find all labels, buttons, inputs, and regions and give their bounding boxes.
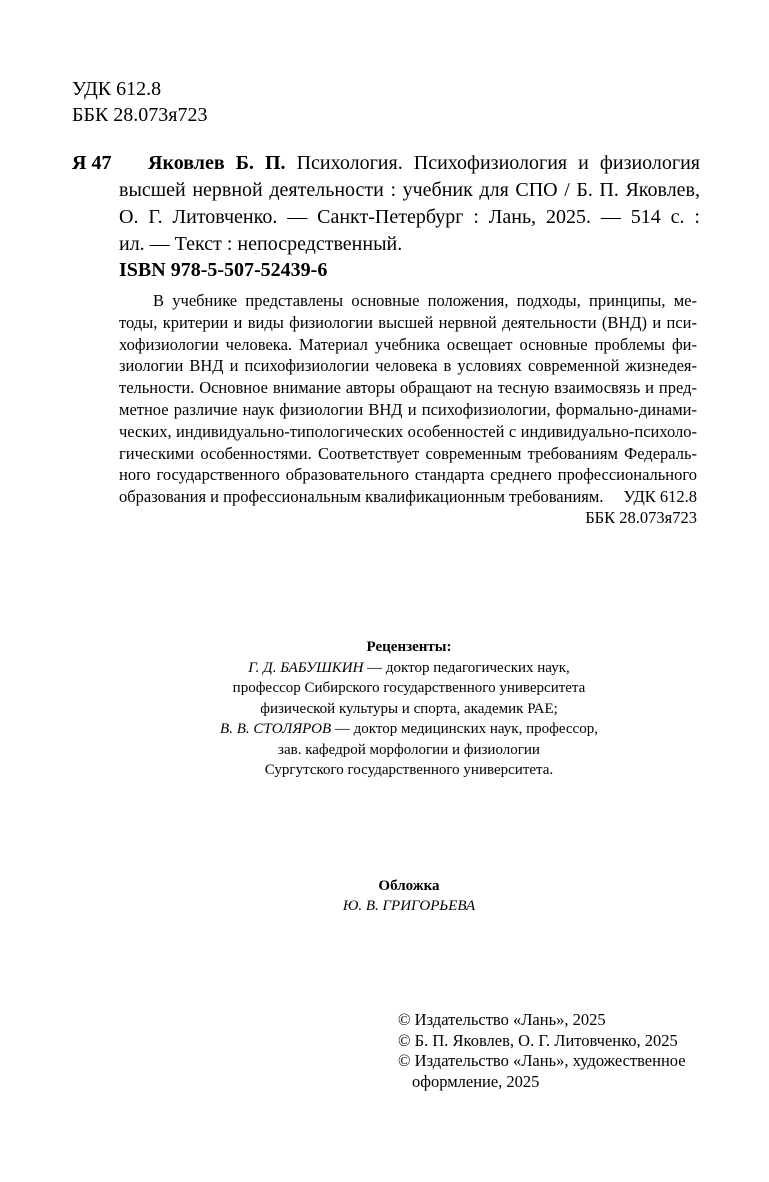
bibliographic-continuation bbox=[72, 177, 700, 258]
abstract-line: зиологии ВНД и психофизиологии человека в условиях современной жизнедея- bbox=[119, 356, 697, 376]
bibliographic-line: О. Г. Литовченко. — Санкт-Петербург : Лань, 2025. — 514 с. : bbox=[119, 206, 700, 228]
abstract-line: В учебнике представлены основные положения, подходы, принципы, ме- bbox=[153, 291, 697, 310]
bbk-code: ББК 28.073я723 bbox=[585, 508, 697, 527]
udk-code: УДК 612.8 bbox=[623, 487, 697, 506]
abstract-line: тоды, критерии и виды физиологии высшей нервной деятельности (ВНД) и пси- bbox=[119, 312, 697, 332]
copyright-line: © Б. П. Яковлев, О. Г. Литовченко, 2025 bbox=[398, 1030, 678, 1050]
reviewer-name: В. В. СТОЛЯРОВ bbox=[220, 721, 332, 737]
title-line bbox=[148, 150, 700, 177]
copyright-line: оформление, 2025 bbox=[412, 1072, 540, 1092]
bibliographic-record bbox=[72, 150, 700, 258]
reviewer-credentials: — доктор педагогических наук, bbox=[363, 659, 570, 676]
classification-codes bbox=[72, 76, 208, 128]
abstract-line: метное различие наук физиологии ВНД и психофизиологии, формально-динами- bbox=[119, 399, 697, 419]
abstract-line: ческих, индивидуально-типологических особенностей с индивидуально-психоло- bbox=[119, 421, 697, 441]
reviewer-line bbox=[170, 719, 648, 740]
abstract-line: образования и профессиональным квалификационным требованиям. bbox=[119, 487, 604, 507]
abstract-line: ного государственного образовательного стандарта среднего профессионального bbox=[119, 465, 697, 485]
reviewers bbox=[170, 637, 648, 781]
bibliographic-first-line bbox=[72, 150, 700, 177]
reviewer-line: Сургутского государственного университета. bbox=[264, 762, 554, 778]
author-name: Яковлев Б. П. bbox=[148, 152, 286, 174]
copyright-line: © Издательство «Лань», 2025 bbox=[398, 1010, 606, 1029]
classification-codes-right bbox=[585, 486, 697, 528]
abstract-line: хофизиологии человека. Материал учебника освещает основные проблемы фи- bbox=[119, 334, 697, 354]
cover-heading: Обложка bbox=[378, 878, 440, 894]
reviewer-line: профессор Сибирского государственного университета bbox=[232, 680, 586, 696]
reviewer-line: зав. кафедрой морфологии и физиологии bbox=[278, 741, 540, 758]
udk-code: УДК 612.8 bbox=[72, 78, 162, 100]
cover-credit bbox=[170, 876, 648, 916]
cover-designer: Ю. В. ГРИГОРЬЕВА bbox=[342, 898, 476, 914]
abstract-line: гическими особенностями. Соответствует современным требованиям Федераль- bbox=[119, 443, 697, 463]
bibliographic-line: высшей нервной деятельности : учебник для СПО / Б. П. Яковлев, bbox=[119, 179, 700, 201]
reviewer-name: Г. Д. БАБУШКИН bbox=[248, 659, 364, 676]
bbk-code: ББК 28.073я723 bbox=[72, 104, 208, 126]
abstract bbox=[119, 290, 697, 508]
reviewer-credentials: — доктор медицинских наук, профессор, bbox=[331, 721, 598, 737]
copyright-notice bbox=[398, 1010, 686, 1093]
bibliographic-line: ил. — Текст : непосредственный. bbox=[119, 233, 403, 255]
reviewer-line bbox=[170, 658, 648, 679]
reviewers-heading: Рецензенты: bbox=[366, 639, 452, 655]
title-start: Психология. Психофизиология и физиология bbox=[285, 152, 701, 174]
author-code: Я 47 bbox=[72, 152, 112, 174]
reviewer-line: физической культуры и спорта, академик РАЕ; bbox=[260, 700, 558, 717]
isbn: ISBN 978-5-507-52439-6 bbox=[119, 259, 328, 281]
copyright-line: © Издательство «Лань», художественное bbox=[398, 1051, 686, 1071]
abstract-line: тельности. Основное внимание авторы обращают на тесную взаимосвязь и пред- bbox=[119, 378, 697, 398]
